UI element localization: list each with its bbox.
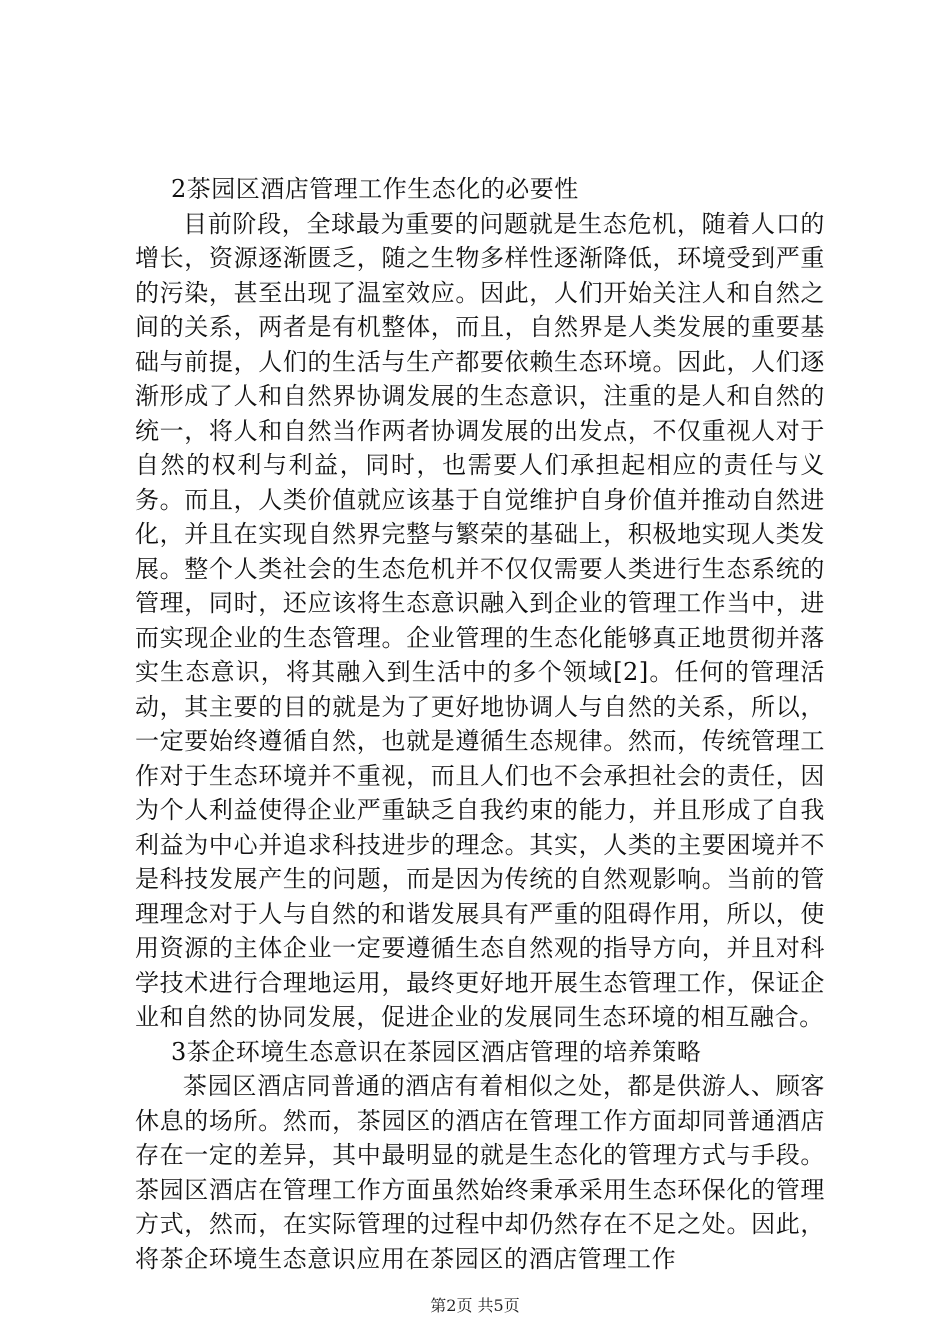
page-number-footer: 第2页 共5页 — [430, 1296, 520, 1315]
section-3-paragraph: 茶园区酒店同普通的酒店有着相似之处，都是供游人、顾客休息的场所。然而，茶园区的酒店在管理工作方面却同普通酒店存在一定的差异，其中最明显的就是生态化的管理方式与手段。茶园区酒店在管理工作方面虽然始终秉承采用生态环保化的管理方式，然而，在实际管理的过程中却仍然存在不足之处。因此，将茶企环境生态意识应用在茶园区的酒店管理工作 — [135, 1072, 825, 1273]
section-2-paragraph: 目前阶段，全球最为重要的问题就是生态危机，随着人口的增长，资源逐渐匮乏，随之生物多样性逐渐降低，环境受到严重的污染，甚至出现了温室效应。因此，人们开始关注人和自然之间的关系，两者是有机整体，而且，自然界是人类发展的重要基础与前提，人们的生活与生产都要依赖生态环境。因此，人们逐渐形成了人和自然界协调发展的生态意识，注重的是人和自然的统一，将人和自然当作两者协调发展的出发点，不仅重视人对于自然的权利与利益，同时，也需要人们承担起相应的责任与义务。而且，人类价值就应该基于自觉维护自身价值并推动自然进化，并且在实现自然界完整与繁荣的基础上，积极地实现人类发展。整个人类社会的生态危机并不仅仅需要人类进行生态系统的管理，同时，还应该将生态意识融入到企业的管理工作当中，进而实现企业的生态管理。企业管理的生态化能够真正地贯彻并落实生态意识，将其融入到生活中的多个领域[2]。任何的管理活动，其主要的目的就是为了更好地协调人与自然的关系，所以，一定要始终遵循自然，也就是遵循生态规律。然而，传统管理工作对于生态环境并不重视，而且人们也不会承担社会的责任，因为个人利益使得企业严重缺乏自我约束的能力，并且形成了自我利益为中心并追求科技进步的理念。其实，人类的主要困境并不是科技发展产生的问题，而是因为传统的自然观影响。当前的管理理念对于人与自然的和谐发展具有严重的阻碍作用，所以，使用资源的主体企业一定要遵循生态自然观的指导方向，并且对科学技术进行合理地运用，最终更好地开展生态管理工作，保证企业和自然的协同发展，促进企业的发展同生态环境的相互融合。 — [135, 209, 825, 1031]
section-3-heading: 3茶企环境生态意识在茶园区酒店管理的培养策略 — [171, 1037, 702, 1066]
document-body — [135, 172, 825, 1276]
section-2-heading: 2茶园区酒店管理工作生态化的必要性 — [171, 175, 579, 203]
